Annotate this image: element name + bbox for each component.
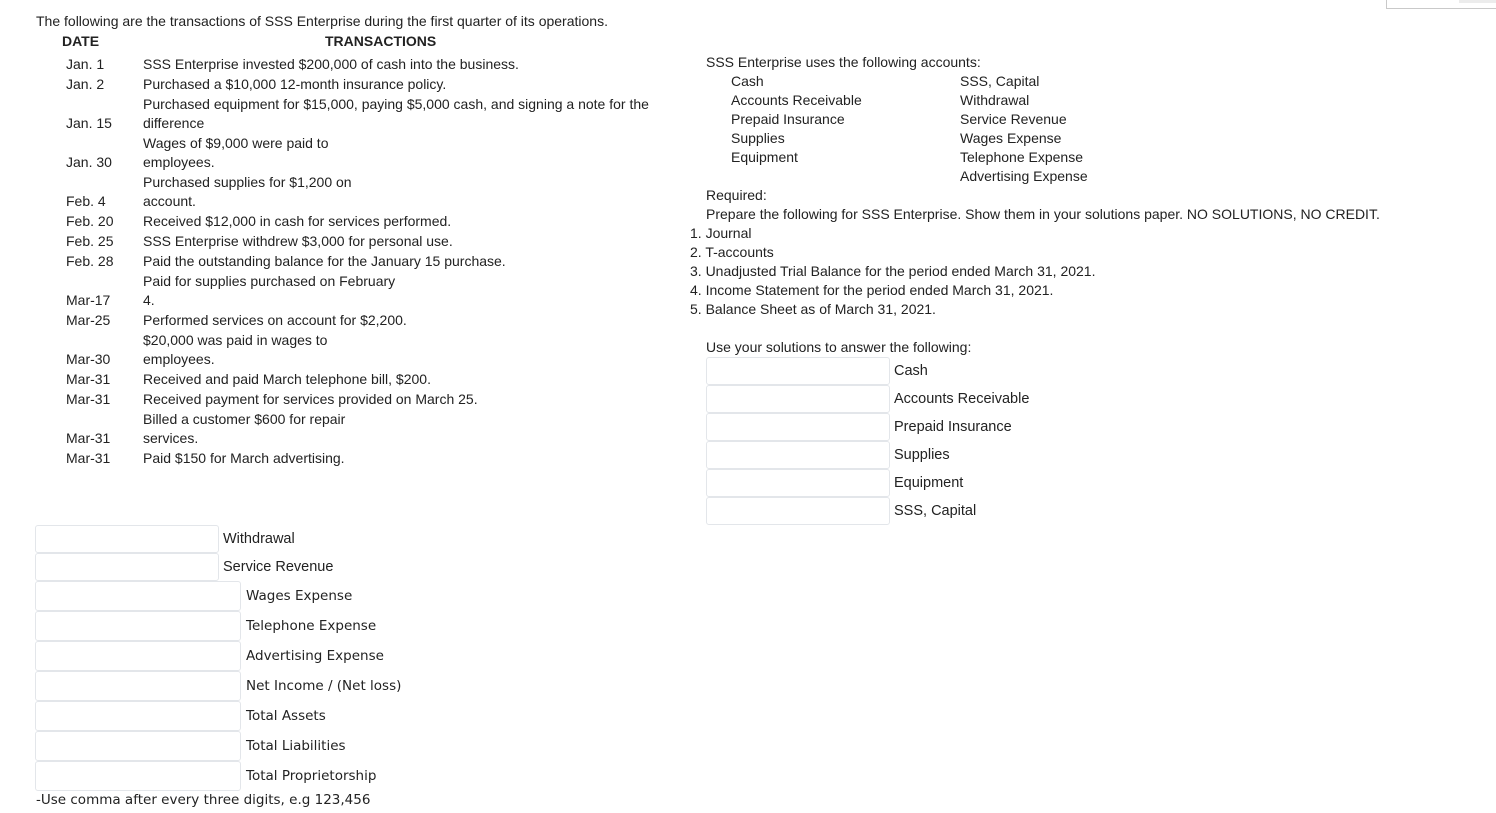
net-income-net-loss-input[interactable] [35,671,241,701]
total-proprietorship-input[interactable] [35,761,241,791]
transaction-description: Received payment for services provided on March 25. [143,391,478,407]
transaction-description: Paid the outstanding balance for the January 15 purchase. [143,253,506,269]
transaction-description: employees. [143,154,215,170]
account-name-supplies: Supplies [731,130,785,146]
account-name-withdrawal: Withdrawal [960,92,1030,108]
account-name-cash: Cash [731,73,764,89]
transaction-date: Mar-31 [66,391,111,407]
transaction-date: Mar-31 [66,430,111,446]
required-item: 3. Unadjusted Trial Balance for the period ended March 31, 2021. [690,263,1096,279]
total-proprietorship-label: Total Proprietorship [246,768,377,784]
transaction-description: SSS Enterprise invested $200,000 of cash into the business. [143,56,519,72]
advertising-expense-input[interactable] [35,641,241,671]
transaction-date: Mar-17 [66,292,111,308]
account-name-prepaid-insurance: Prepaid Insurance [731,111,845,127]
top-right-widget [1386,0,1496,9]
net-income-net-loss-label: Net Income / (Net loss) [246,678,402,694]
transactions-header: TRANSACTIONS [325,33,437,49]
transaction-description: Paid for supplies purchased on February [143,273,396,289]
total-assets-input[interactable] [35,701,241,731]
account-name-sss-capital: SSS, Capital [960,73,1040,89]
transaction-date: Feb. 20 [66,213,114,229]
comma-note: -Use comma after every three digits, e.g 123,456 [36,792,371,808]
transaction-description: Performed services on account for $2,200. [143,312,407,328]
transaction-date: Jan. 2 [66,76,105,92]
use-solutions-text: Use your solutions to answer the following: [706,339,972,355]
accounts-receivable-label: Accounts Receivable [894,391,1030,407]
transaction-description: Purchased supplies for $1,200 on [143,174,352,190]
sss-capital-label: SSS, Capital [894,503,977,519]
transaction-description: services. [143,430,199,446]
transaction-description: difference [143,115,205,131]
transaction-description: SSS Enterprise withdrew $3,000 for personal use. [143,233,453,249]
transaction-date: Jan. 1 [66,56,105,72]
required-item: 1. Journal [690,225,752,241]
service-revenue-label: Service Revenue [223,559,334,575]
transaction-date: Jan. 30 [66,154,112,170]
prepaid-insurance-input[interactable] [706,413,890,441]
transaction-description: Wages of $9,000 were paid to [143,135,329,151]
required-label: Required: [706,187,767,203]
transaction-date: Mar-31 [66,371,111,387]
required-instruction: Prepare the following for SSS Enterprise. Show them in your solutions paper. NO SOLUTIONS, NO CREDIT. [706,206,1380,222]
account-name-telephone-expense: Telephone Expense [960,149,1083,165]
cash-label: Cash [894,363,928,379]
intro-text: The following are the transactions of SSS Enterprise during the first quarter of its operations. [36,13,608,29]
supplies-label: Supplies [894,447,950,463]
account-name-accounts-receivable: Accounts Receivable [731,92,862,108]
transaction-description: Purchased equipment for $15,000, paying $5,000 cash, and signing a note for the [143,96,649,112]
transaction-description: Received $12,000 in cash for services performed. [143,213,452,229]
transaction-date: Feb. 4 [66,193,106,209]
cash-input[interactable] [706,357,890,385]
withdrawal-label: Withdrawal [223,531,295,547]
transaction-description: employees. [143,351,215,367]
accounts-heading: SSS Enterprise uses the following accounts: [706,54,981,70]
wages-expense-input[interactable] [35,581,241,611]
transaction-date: Mar-31 [66,450,111,466]
account-name-wages-expense: Wages Expense [960,130,1062,146]
date-header: DATE [62,33,100,49]
transaction-date: Feb. 25 [66,233,114,249]
advertising-expense-label: Advertising Expense [246,648,384,664]
widget-tab [1459,0,1496,3]
transaction-description: $20,000 was paid in wages to [143,332,328,348]
transaction-date: Jan. 15 [66,115,112,131]
total-assets-label: Total Assets [246,708,326,724]
account-name-advertising-expense: Advertising Expense [960,168,1088,184]
transaction-description: Purchased a $10,000 12-month insurance policy. [143,76,447,92]
total-liabilities-input[interactable] [35,731,241,761]
service-revenue-input[interactable] [35,553,219,581]
transaction-date: Mar-30 [66,351,111,367]
prepaid-insurance-label: Prepaid Insurance [894,419,1012,435]
required-item: 4. Income Statement for the period ended March 31, 2021. [690,282,1054,298]
required-item: 5. Balance Sheet as of March 31, 2021. [690,301,936,317]
required-item: 2. T-accounts [690,244,774,260]
account-name-equipment: Equipment [731,149,798,165]
withdrawal-input[interactable] [35,525,219,553]
transaction-description: Paid $150 for March advertising. [143,450,345,466]
transaction-description: account. [143,193,196,209]
wages-expense-label: Wages Expense [246,588,353,604]
total-liabilities-label: Total Liabilities [246,738,346,754]
transaction-description: Received and paid March telephone bill, $200. [143,371,431,387]
transaction-date: Feb. 28 [66,253,114,269]
equipment-label: Equipment [894,475,964,491]
accounts-receivable-input[interactable] [706,385,890,413]
supplies-input[interactable] [706,441,890,469]
account-name-service-revenue: Service Revenue [960,111,1067,127]
transaction-description: 4. [143,292,155,308]
telephone-expense-label: Telephone Expense [246,618,377,634]
equipment-input[interactable] [706,469,890,497]
transaction-date: Mar-25 [66,312,111,328]
transaction-description: Billed a customer $600 for repair [143,411,346,427]
telephone-expense-input[interactable] [35,611,241,641]
sss-capital-input[interactable] [706,497,890,525]
